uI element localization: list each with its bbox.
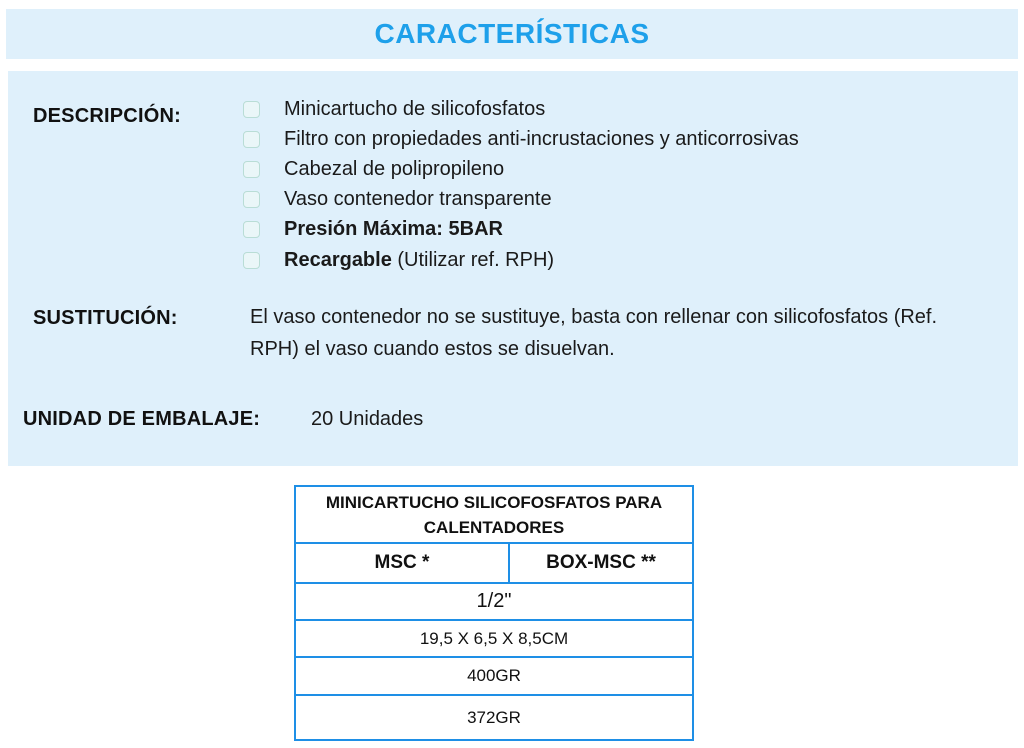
substitution-label: SUSTITUCIÓN: [33, 307, 178, 329]
packaging-unit-label: UNIDAD DE EMBALAJE: [23, 408, 261, 430]
description-label: DESCRIPCIÓN: [33, 105, 181, 127]
list-item [243, 215, 799, 245]
packaging-unit-value: 20 Unidades [311, 408, 424, 430]
list-item [243, 154, 799, 184]
feature-text: Vaso contenedor transparente [284, 188, 552, 211]
feature-text: (Utilizar ref. RPH) [391, 248, 555, 271]
column-header-msc: MSC * [374, 552, 430, 573]
feature-text: Minicartucho de silicofosfatos [284, 97, 546, 120]
page-title: CARACTERÍSTICAS [374, 18, 650, 49]
checkbox-icon [243, 191, 260, 208]
checkbox-icon [243, 101, 260, 118]
table-row: 1/2" [476, 590, 512, 612]
table-row: 19,5 X 6,5 X 8,5CM [419, 628, 569, 648]
table-row: 400GR [467, 666, 521, 685]
characteristics-panel [8, 71, 1018, 466]
list-item [243, 245, 799, 275]
feature-bold-text: Recargable [284, 248, 392, 271]
checkbox-icon [243, 131, 260, 148]
spec-table [294, 485, 694, 741]
list-item [243, 185, 799, 215]
checkbox-icon [243, 161, 260, 178]
table-title: MINICARTUCHO SILICOFOSFATOS PARA CALENTADORES [325, 492, 663, 537]
feature-text: Cabezal de polipropileno [284, 157, 505, 180]
list-item [243, 124, 799, 154]
checkbox-icon [243, 221, 260, 238]
feature-list [243, 94, 799, 275]
feature-text: Filtro con propiedades anti-incrustaciones y anticorrosivas [284, 127, 799, 150]
feature-bold-text: Presión Máxima: 5BAR [284, 218, 503, 241]
checkbox-icon [243, 252, 260, 269]
title-banner [6, 9, 1018, 59]
table-row: 372GR [467, 707, 521, 727]
substitution-text: El vaso contenedor no se sustituye, basta con rellenar con silicofosfatos (Ref. RPH) el vaso cuando estos se disuelvan. [250, 306, 938, 360]
column-header-box-msc: BOX-MSC ** [546, 552, 656, 573]
list-item [243, 94, 799, 124]
